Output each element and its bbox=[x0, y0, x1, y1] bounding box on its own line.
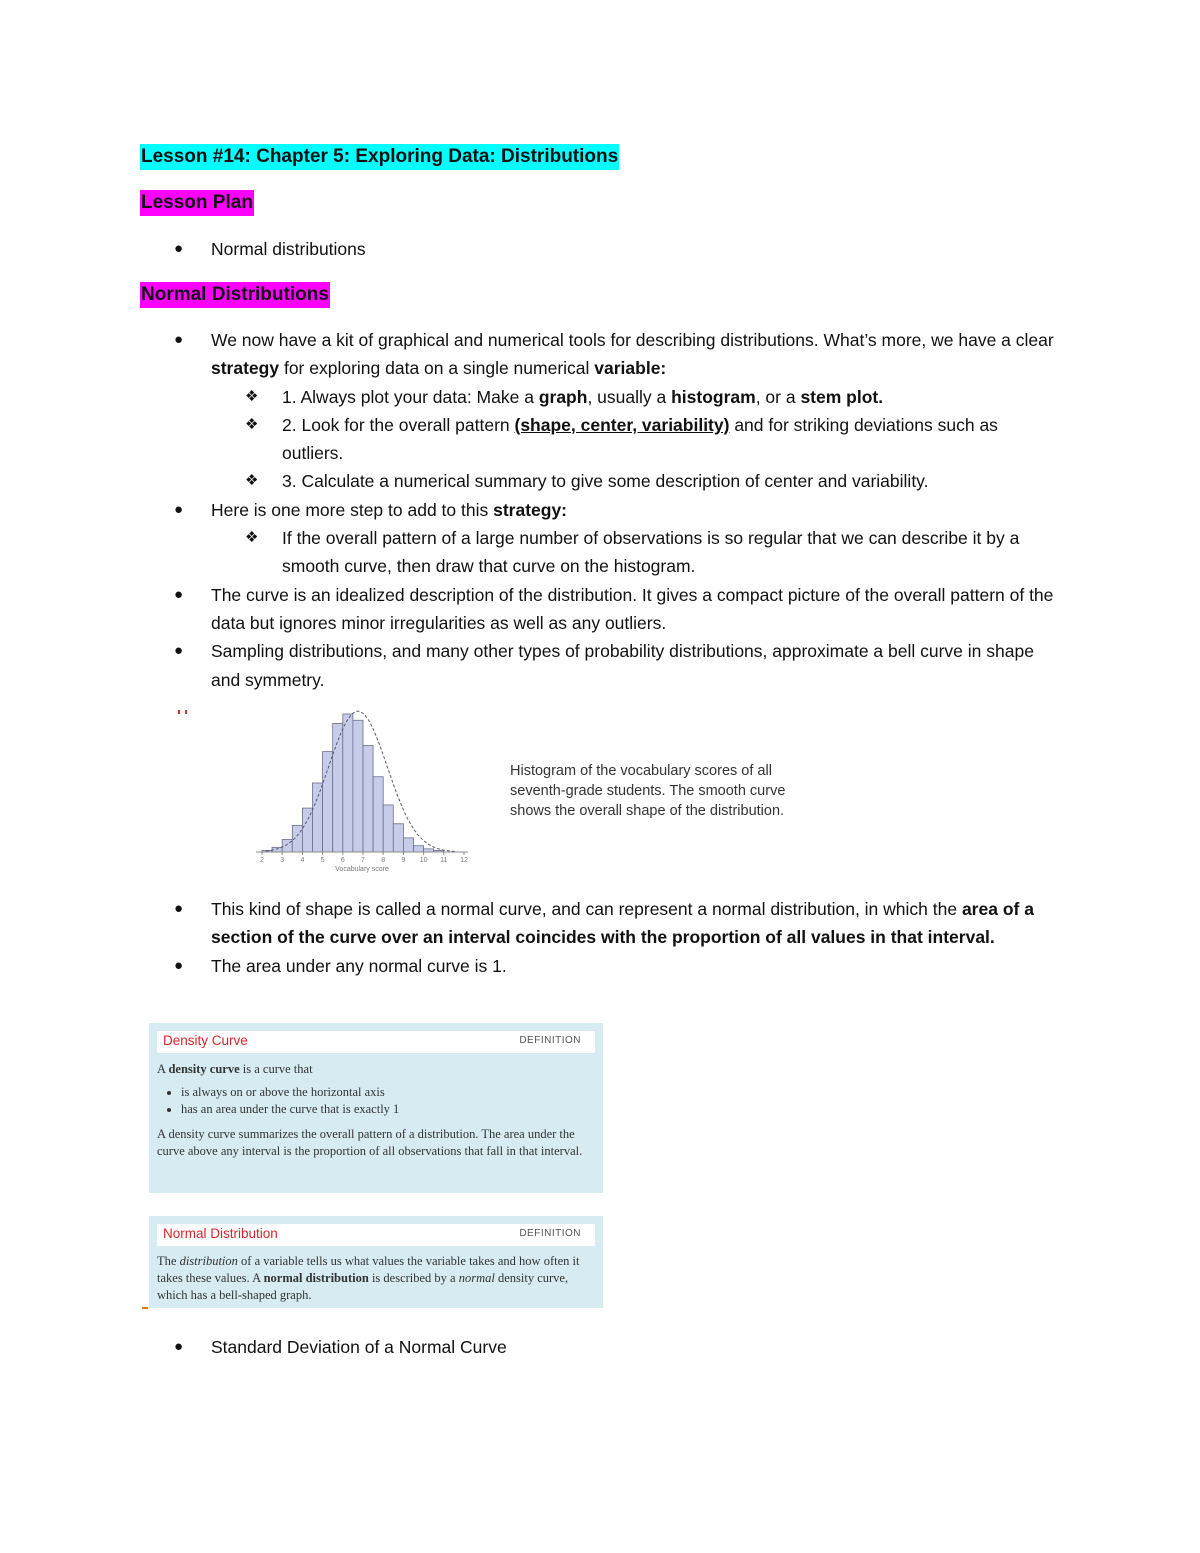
lesson-plan-list bbox=[0, 235, 1200, 263]
density-curve-definition-box bbox=[149, 1023, 603, 1193]
x-tick-label: 7 bbox=[361, 857, 365, 864]
list-item bbox=[0, 637, 1200, 694]
histogram-bar bbox=[383, 805, 393, 852]
bullet-icon: ● bbox=[174, 585, 184, 603]
figure-caption: Histogram of the vocabulary scores of all seventh-grade students. The smooth curve shows the overall shape of the distribution. bbox=[510, 763, 786, 819]
histogram-bar bbox=[302, 808, 312, 852]
definition-list bbox=[157, 1084, 595, 1118]
bold-text: strategy: bbox=[493, 499, 568, 520]
lesson-title: Lesson #14: Chapter 5: Exploring Data: Distributions bbox=[140, 144, 619, 170]
list-item: • is always on or above the horizontal axis bbox=[181, 1084, 595, 1101]
histogram-bar bbox=[353, 720, 363, 852]
list-item: • has an area under the curve that is exactly 1 bbox=[181, 1101, 595, 1118]
text-run: We now have a kit of graphical and numerical tools for describing distributions. What’s more, we have a clear bbox=[211, 330, 1054, 350]
histogram-bar bbox=[333, 723, 343, 852]
x-tick-label: 11 bbox=[440, 857, 448, 864]
histogram-bar bbox=[403, 838, 413, 852]
x-tick-label: 2 bbox=[260, 857, 264, 864]
histogram-bars bbox=[262, 714, 444, 852]
text-run: Standard Deviation of a Normal Curve bbox=[211, 1337, 507, 1357]
x-tick-label: 10 bbox=[419, 857, 428, 864]
list-item bbox=[0, 1333, 1200, 1361]
text-run: If the overall pattern of a large number of observations is so regular that we can describe it by a smooth curve, then draw that curve on the histogram. bbox=[282, 528, 1020, 577]
standard-deviation-list bbox=[0, 1333, 1200, 1361]
normal-curve-list bbox=[0, 895, 1200, 980]
text-run: for exploring data on a single numerical bbox=[279, 358, 595, 379]
bold-text: strategy bbox=[211, 358, 280, 379]
x-axis-label: Vocabulary score bbox=[335, 866, 389, 873]
x-tick-label: 12 bbox=[460, 857, 468, 864]
list-item bbox=[0, 326, 1200, 383]
x-tick-label: 6 bbox=[340, 857, 345, 864]
diamond-bullet-icon: ❖ bbox=[245, 472, 259, 490]
x-tick-label: 4 bbox=[300, 857, 305, 864]
x-tick-label: 8 bbox=[381, 857, 386, 864]
x-tick-label: 5 bbox=[320, 857, 325, 864]
histogram-bar bbox=[373, 777, 383, 852]
sub-list-item bbox=[0, 467, 1200, 495]
text-run: The area under any normal curve is 1. bbox=[211, 955, 507, 976]
text-run: 2. Look for the overall pattern bbox=[282, 414, 515, 435]
sub-list-item bbox=[0, 524, 1200, 581]
bullet-icon: ● bbox=[174, 642, 184, 660]
definition-header bbox=[157, 1031, 595, 1053]
x-tick-label: 9 bbox=[401, 857, 406, 864]
definition-summary: A density curve summarizes the overall pattern of a distribution. The area under the curve above any interval is the proportion of all observations that fall in that interval. bbox=[157, 1127, 583, 1158]
bold-text: graph bbox=[538, 386, 588, 407]
definition-body bbox=[157, 1061, 595, 1160]
text-run: Sampling distributions, and many other types of probability distributions, approximate a bell curve in shape and symmetry. bbox=[211, 641, 1034, 690]
definition-tag: DEFINITION bbox=[519, 1228, 581, 1239]
bullet-icon: ● bbox=[174, 1338, 184, 1355]
bullet-icon: ● bbox=[174, 240, 184, 257]
list-item bbox=[0, 895, 1200, 952]
normal-distributions-list bbox=[0, 326, 1200, 694]
definition-intro: A density curve is a curve that bbox=[157, 1062, 313, 1076]
bold-text: area of a section of the curve over an interval coincides with the proportion of all values in that interval. bbox=[211, 899, 1034, 948]
sub-list-item bbox=[0, 411, 1200, 468]
x-tick-label: 3 bbox=[280, 857, 285, 864]
text-run: 1. Always plot your data: Make a bbox=[282, 386, 539, 407]
diamond-bullet-icon: ❖ bbox=[245, 415, 259, 433]
text-run: The curve is an idealized description of the distribution. It gives a compact picture of the overall pattern of the data but ignores minor irregularities as well as any outliers. bbox=[211, 584, 1054, 633]
normal-distributions-heading: Normal Distributions bbox=[140, 282, 330, 308]
sub-list-item bbox=[0, 383, 1200, 411]
diamond-bullet-icon: ❖ bbox=[245, 529, 259, 547]
histogram-bar bbox=[393, 824, 403, 852]
text-run: 3. Calculate a numerical summary to give some description of center and variability. bbox=[282, 471, 929, 492]
list-item bbox=[0, 952, 1200, 980]
bold-text: stem plot. bbox=[800, 386, 884, 407]
bold-text: histogram bbox=[671, 386, 756, 407]
definition-header bbox=[157, 1224, 595, 1246]
lesson-plan-heading: Lesson Plan bbox=[140, 190, 254, 216]
list-item bbox=[0, 496, 1200, 524]
text-run: This kind of shape is called a normal curve, and can represent a normal distribution, in which the bbox=[211, 899, 962, 919]
bold-text: variable: bbox=[594, 358, 667, 379]
list-item bbox=[0, 581, 1200, 638]
bullet-icon: ● bbox=[174, 900, 184, 917]
stray-mark bbox=[142, 1307, 148, 1309]
text-run: , usually a bbox=[587, 386, 672, 407]
definition-title: Density Curve bbox=[163, 1033, 248, 1048]
histogram-bar bbox=[343, 714, 353, 852]
diamond-bullet-icon: ❖ bbox=[245, 387, 259, 405]
definition-title: Normal Distribution bbox=[163, 1226, 278, 1241]
bullet-icon: ● bbox=[174, 956, 184, 974]
bullet-icon: ● bbox=[174, 331, 184, 348]
text-run: , or a bbox=[755, 386, 801, 407]
bullet-icon: ● bbox=[174, 500, 184, 518]
list-item-text: Normal distributions bbox=[211, 239, 366, 259]
definition-body: The distribution of a variable tells us what values the variable takes and how often it takes these values. A normal distribution is described by a normal density curve, which has a bell-shaped graph. bbox=[157, 1254, 580, 1302]
text-run: and for striking deviations such as outliers. bbox=[282, 414, 998, 464]
normal-distribution-definition-box bbox=[149, 1216, 603, 1308]
x-axis-ticks bbox=[260, 852, 468, 864]
histogram-bar bbox=[323, 752, 333, 852]
bold-underlined-text: (shape, center, variability) bbox=[514, 414, 730, 435]
histogram-bar bbox=[363, 745, 373, 852]
histogram-bar bbox=[414, 846, 424, 852]
list-item bbox=[0, 235, 1200, 263]
histogram-bar bbox=[313, 783, 323, 852]
definition-tag: DEFINITION bbox=[519, 1035, 581, 1046]
text-run: Here is one more step to add to this bbox=[211, 499, 494, 520]
